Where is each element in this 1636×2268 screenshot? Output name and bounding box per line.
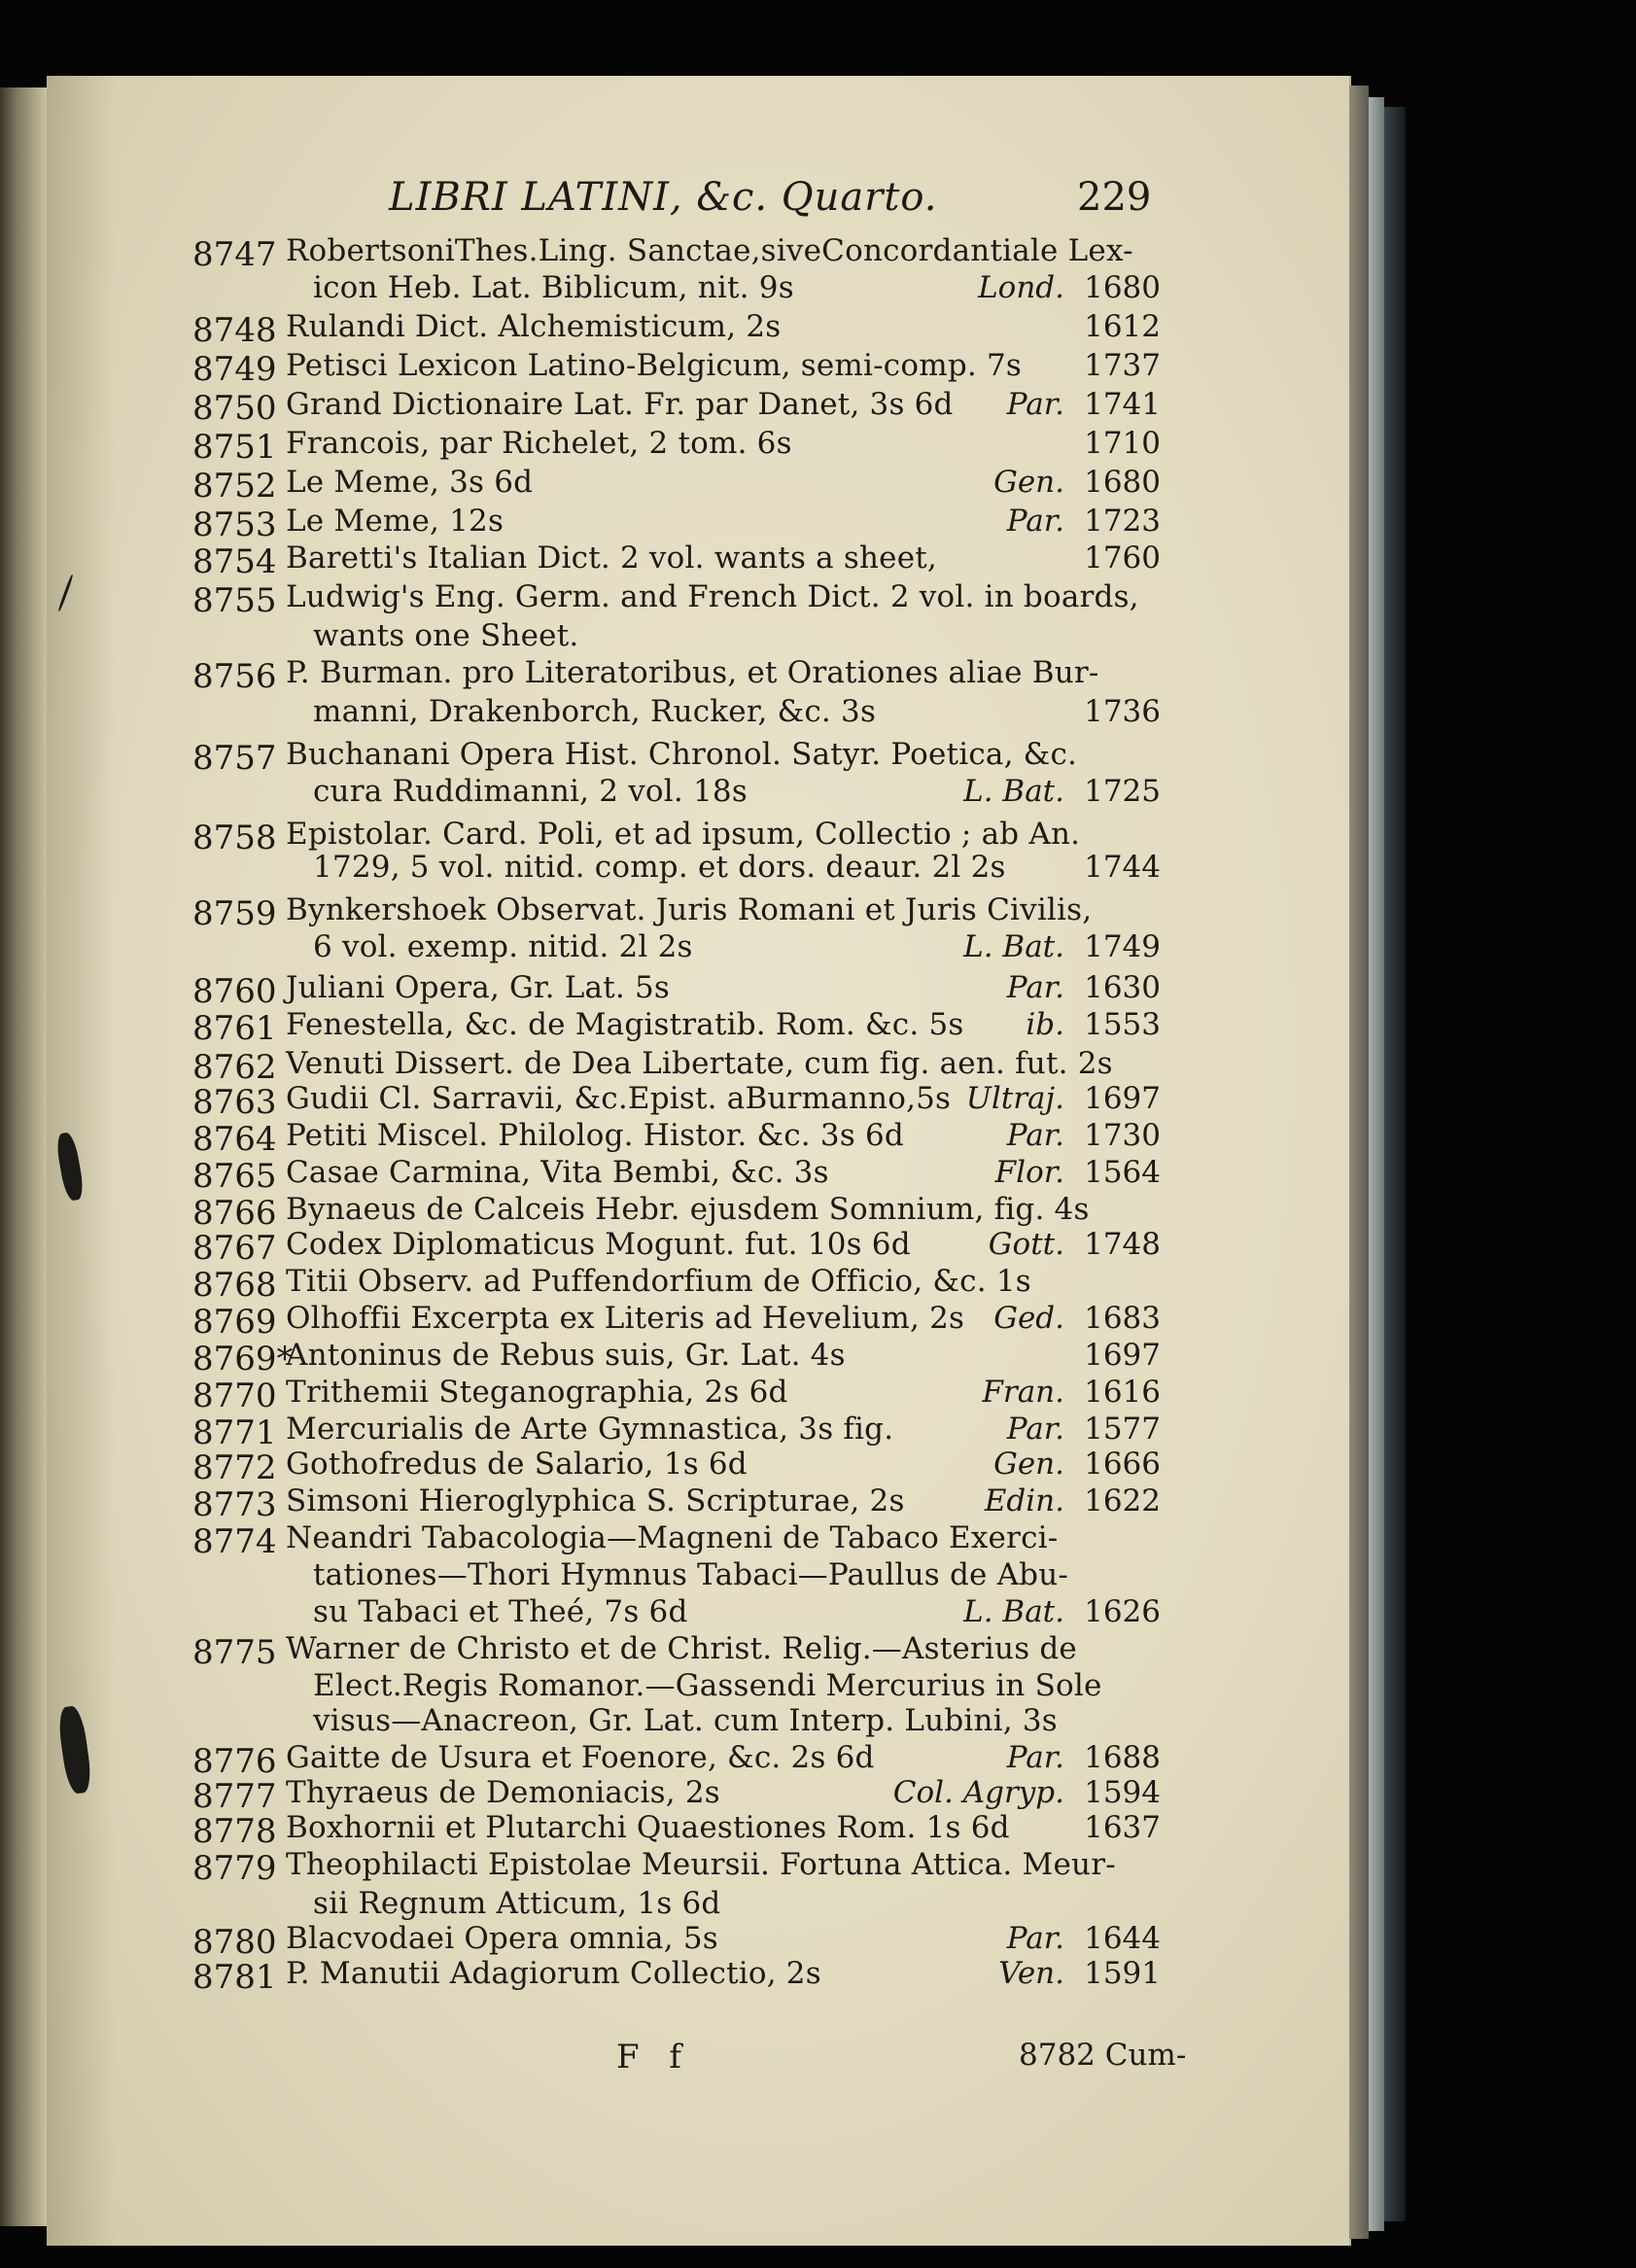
entry-date: 1637 <box>1084 1810 1161 1845</box>
entry-continuation-line: manni, Drakenborch, Rucker, &c. 3s <box>313 694 877 729</box>
entry-title-line: Baretti's Italian Dict. 2 vol. wants a sheet, <box>286 541 937 576</box>
entry-number: 8766 <box>192 1194 277 1233</box>
entry-title-line: Trithemii Steganographia, 2s 6d <box>286 1375 788 1410</box>
entry-title-line: Gudii Cl. Sarravii, &c.Epist. aBurmanno,5s <box>286 1081 952 1116</box>
entry-date: 1748 <box>1084 1227 1161 1262</box>
entry-title-line: RobertsoniThes.Ling. Sanctae,siveConcordantiale Lex- <box>286 233 1133 268</box>
entry-number: 8763 <box>192 1083 277 1122</box>
entry-number: 8765 <box>192 1157 277 1196</box>
entry-continuation-line: visus—Anacreon, Gr. Lat. cum Interp. Lubini, 3s <box>313 1703 1058 1738</box>
entry-place: L. Bat. <box>963 774 1064 809</box>
entry-date: 1737 <box>1084 348 1161 383</box>
entry-date: 1688 <box>1084 1740 1161 1775</box>
entry-date: 1577 <box>1084 1412 1161 1447</box>
entry-place: Par. <box>1006 1412 1064 1447</box>
entry-title-line: Boxhornii et Plutarchi Quaestiones Rom. 1s 6d <box>286 1810 1010 1845</box>
entry-number: 8774 <box>192 1522 277 1561</box>
entry-place: Par. <box>1006 387 1064 422</box>
entry-number: 8778 <box>192 1812 277 1851</box>
entry-date: 1612 <box>1084 309 1161 344</box>
page-number: 229 <box>1077 175 1152 220</box>
entry-title-line: P. Burman. pro Literatoribus, et Orationes aliae Bur- <box>286 655 1099 690</box>
entry-place: Par. <box>1006 1118 1064 1153</box>
entry-number: 8755 <box>192 581 277 620</box>
entry-date: 1710 <box>1084 426 1161 461</box>
entry-title-line: Rulandi Dict. Alchemisticum, 2s <box>286 309 782 344</box>
entry-place: Ultraj. <box>965 1081 1064 1116</box>
entry-place: Gen. <box>993 1447 1064 1482</box>
entry-date: 1749 <box>1084 929 1161 964</box>
entry-title-line: Olhoffii Excerpta ex Literis ad Hevelium, 2s <box>286 1301 965 1336</box>
entry-number: 8767 <box>192 1229 277 1268</box>
entry-number: 8764 <box>192 1120 277 1159</box>
entry-date: 1666 <box>1084 1447 1161 1482</box>
entry-title-line: Ludwig's Eng. Germ. and French Dict. 2 vol. in boards, <box>286 579 1139 614</box>
entry-continuation-line: wants one Sheet. <box>313 618 579 653</box>
entry-title-line: Antoninus de Rebus suis, Gr. Lat. 4s <box>286 1338 846 1373</box>
entry-place: Col. Agryp. <box>892 1775 1064 1810</box>
entry-number: 8754 <box>192 542 277 581</box>
entry-date: 1683 <box>1084 1301 1161 1336</box>
entry-place: Par. <box>1006 970 1064 1005</box>
entry-number: 8752 <box>192 467 277 506</box>
entry-date: 1760 <box>1084 541 1161 576</box>
entry-title-line: Simsoni Hieroglyphica S. Scripturae, 2s <box>286 1483 905 1518</box>
entry-title-line: Gaitte de Usura et Foenore, &c. 2s 6d <box>286 1740 875 1775</box>
printer-signature: F f <box>616 2038 691 2076</box>
entry-number: 8749 <box>192 350 277 389</box>
entry-continuation-line: icon Heb. Lat. Biblicum, nit. 9s <box>313 270 794 305</box>
entry-number: 8761 <box>192 1009 277 1048</box>
entry-title-line: Francois, par Richelet, 2 tom. 6s <box>286 426 792 461</box>
entry-date: 1553 <box>1084 1007 1161 1042</box>
entry-title-line: Gothofredus de Salario, 1s 6d <box>286 1447 748 1482</box>
entry-place: Gen. <box>993 465 1064 500</box>
entry-place: Gott. <box>988 1227 1064 1262</box>
entry-title-line: P. Manutii Adagiorum Collectio, 2s <box>286 1956 821 1991</box>
entry-continuation-line: sii Regnum Atticum, 1s 6d <box>313 1886 721 1921</box>
entry-date: 1730 <box>1084 1118 1161 1153</box>
entry-date: 1697 <box>1084 1081 1161 1116</box>
entry-title-line: Bynkershoek Observat. Juris Romani et Juris Civilis, <box>286 892 1093 927</box>
entry-date: 1644 <box>1084 1921 1161 1956</box>
entry-title-line: Juliani Opera, Gr. Lat. 5s <box>286 970 671 1005</box>
entry-number: 8773 <box>192 1485 277 1524</box>
entry-place: Ven. <box>998 1956 1064 1991</box>
entry-place: L. Bat. <box>963 929 1064 964</box>
entry-place: Fran. <box>982 1375 1064 1410</box>
entry-place: ib. <box>1026 1007 1064 1042</box>
entry-date: 1736 <box>1084 694 1161 729</box>
entry-number: 8775 <box>192 1633 277 1672</box>
entry-title-line: Le Meme, 3s 6d <box>286 465 534 500</box>
entry-number: 8758 <box>192 819 277 857</box>
entry-title-line: Petiti Miscel. Philolog. Histor. &c. 3s 6d <box>286 1118 904 1153</box>
entry-continuation-line: cura Ruddimanni, 2 vol. 18s <box>313 774 748 809</box>
catchword: 8782 Cum- <box>1019 2038 1187 2073</box>
entry-number: 8781 <box>192 1958 277 1997</box>
entry-date: 1744 <box>1084 850 1161 885</box>
entry-number: 8780 <box>192 1923 277 1962</box>
entry-date: 1591 <box>1084 1956 1161 1991</box>
entry-number: 8747 <box>192 235 277 274</box>
entry-number: 8771 <box>192 1413 277 1452</box>
entry-title-line: Buchanani Opera Hist. Chronol. Satyr. Poetica, &c. <box>286 737 1078 772</box>
entry-title-line: Mercurialis de Arte Gymnastica, 3s fig. <box>286 1412 894 1447</box>
entry-number: 8777 <box>192 1777 277 1816</box>
entry-date: 1723 <box>1084 504 1161 539</box>
entry-title-line: Bynaeus de Calceis Hebr. ejusdem Somnium, fig. 4s <box>286 1192 1090 1227</box>
entry-place: Par. <box>1006 1921 1064 1956</box>
entry-number: 8769* <box>192 1340 294 1378</box>
entry-title-line: Neandri Tabacologia—Magneni de Tabaco Exerci- <box>286 1520 1059 1555</box>
entry-date: 1680 <box>1084 465 1161 500</box>
entry-number: 8779 <box>192 1849 277 1888</box>
entry-place: L. Bat. <box>963 1594 1064 1629</box>
entry-number: 8759 <box>192 894 277 933</box>
entry-date: 1622 <box>1084 1483 1161 1518</box>
entry-number: 8748 <box>192 311 277 350</box>
entry-number: 8760 <box>192 972 277 1011</box>
entry-place: Flor. <box>994 1155 1064 1190</box>
entry-title-line: Petisci Lexicon Latino-Belgicum, semi-comp. 7s <box>286 348 1023 383</box>
entry-number: 8768 <box>192 1266 277 1305</box>
entry-number: 8756 <box>192 657 277 696</box>
entry-title-line: Theophilacti Epistolae Meursii. Fortuna Attica. Meur- <box>286 1847 1116 1882</box>
running-head: LIBRI LATINI, &c. Quarto. <box>389 175 938 220</box>
entry-date: 1594 <box>1084 1775 1161 1810</box>
entry-title-line: Casae Carmina, Vita Bembi, &c. 3s <box>286 1155 829 1190</box>
entry-title-line: Venuti Dissert. de Dea Libertate, cum fig. aen. fut. 2s <box>286 1046 1113 1081</box>
entry-date: 1616 <box>1084 1375 1161 1410</box>
entry-title-line: Epistolar. Card. Poli, et ad ipsum, Collectio ; ab An. <box>286 817 1081 852</box>
entry-date: 1626 <box>1084 1594 1161 1629</box>
entry-place: Lond. <box>978 270 1064 305</box>
entry-title-line: Blacvodaei Opera omnia, 5s <box>286 1921 718 1956</box>
entry-number: 8750 <box>192 389 277 428</box>
entry-number: 8776 <box>192 1742 277 1781</box>
entry-continuation-line: 6 vol. exemp. nitid. 2l 2s <box>313 929 693 964</box>
entry-date: 1564 <box>1084 1155 1161 1190</box>
entry-number: 8762 <box>192 1048 277 1087</box>
entry-title-line: Warner de Christo et de Christ. Relig.—Asterius de <box>286 1631 1077 1666</box>
entry-title-line: Codex Diplomaticus Mogunt. fut. 10s 6d <box>286 1227 911 1262</box>
entry-number: 8751 <box>192 428 277 467</box>
entry-title-line: Le Meme, 12s <box>286 504 505 539</box>
entry-number: 8757 <box>192 739 277 778</box>
entry-place: Par. <box>1006 1740 1064 1775</box>
entry-date: 1697 <box>1084 1338 1161 1373</box>
entry-date: 1630 <box>1084 970 1161 1005</box>
entry-date: 1725 <box>1084 774 1161 809</box>
entry-title-line: Titii Observ. ad Puffendorfium de Officio, &c. 1s <box>286 1264 1031 1299</box>
entry-date: 1741 <box>1084 387 1161 422</box>
entry-number: 8769 <box>192 1303 277 1342</box>
entry-place: Par. <box>1006 504 1064 539</box>
entry-continuation-line: tationes—Thori Hymnus Tabaci—Paullus de Abu- <box>313 1557 1069 1592</box>
entry-continuation-line: su Tabaci et Theé, 7s 6d <box>313 1594 688 1629</box>
entry-place: Ged. <box>993 1301 1064 1336</box>
entry-continuation-line: 1729, 5 vol. nitid. comp. et dors. deaur. 2l 2s <box>313 850 1006 885</box>
entry-continuation-line: Elect.Regis Romanor.—Gassendi Mercurius in Sole <box>313 1668 1102 1703</box>
entry-title-line: Grand Dictionaire Lat. Fr. par Danet, 3s 6d <box>286 387 954 422</box>
entry-number: 8770 <box>192 1377 277 1415</box>
entry-number: 8772 <box>192 1448 277 1487</box>
entry-number: 8753 <box>192 506 277 544</box>
entry-title-line: Thyraeus de Demoniacis, 2s <box>286 1775 720 1810</box>
entry-place: Edin. <box>984 1483 1064 1518</box>
entry-title-line: Fenestella, &c. de Magistratib. Rom. &c. 5s <box>286 1007 964 1042</box>
entry-date: 1680 <box>1084 270 1161 305</box>
